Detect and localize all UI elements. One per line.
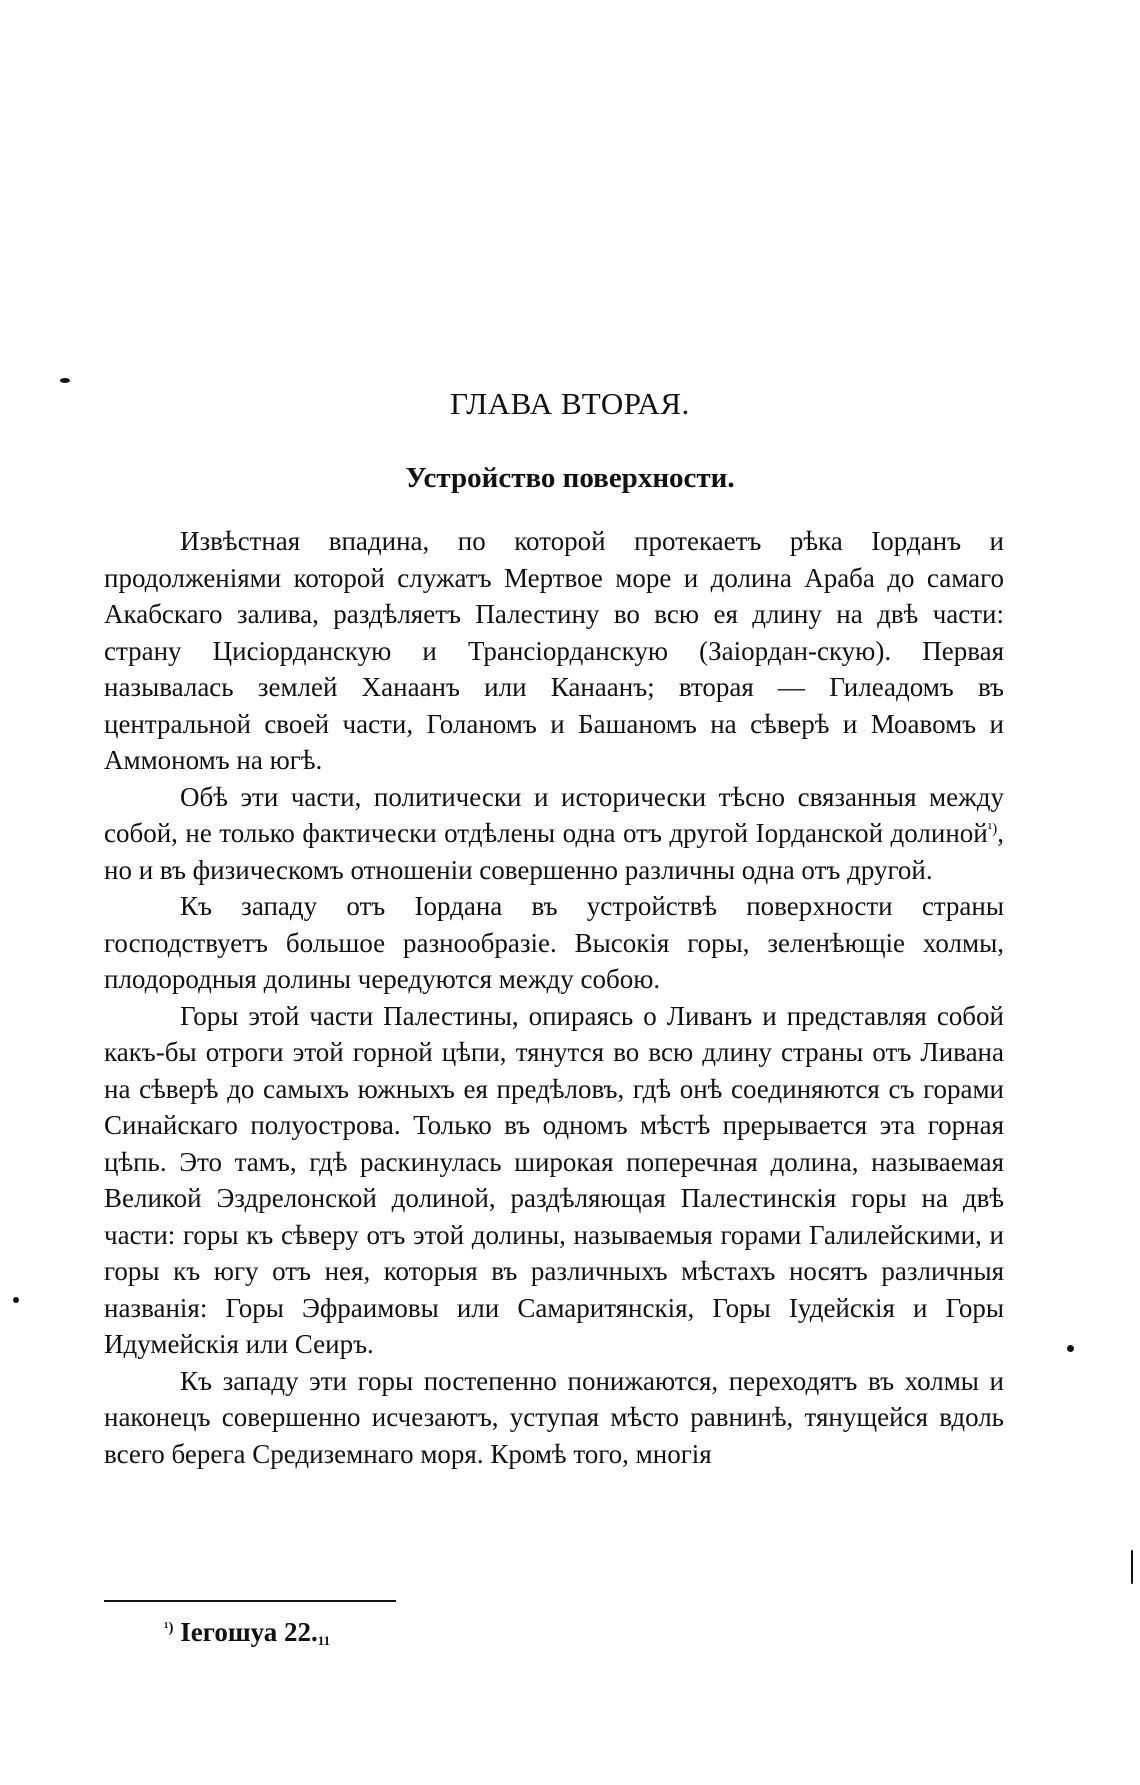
paragraph-text: , но и въ физическомъ отношеніи совершенно различны одна отъ другой. (104, 818, 1004, 885)
scan-speck (13, 1297, 19, 1303)
paragraph (104, 523, 1004, 779)
paragraph (104, 1363, 1004, 1473)
paragraph-text: Обѣ эти части, политически и исторически тѣсно связанныя между собой, не только фактически отдѣлены одна отъ другой Іорданской долиной (104, 781, 1004, 848)
scan-speck (1131, 1550, 1133, 1584)
footnote (164, 1614, 330, 1650)
paragraph-text: Горы этой части Палестины, опираясь о Ливанъ и представляя собой какъ-бы отроги этой горной цѣпи, тянутся во всю длину страны отъ Ливана на сѣверѣ до самыхъ южныхъ ея предѣловъ, гдѣ онѣ соединяются съ горами Синайскаго полуострова. Только въ одномъ мѣстѣ прерывается эта горная цѣпь. Это тамъ, гдѣ раскинулась широкая поперечная долина, называемая Великой Эздрелонской долиной, раздѣляющая Палестинскія горы на двѣ части: горы къ сѣверу отъ этой долины, называемыя горами Галилейскими, и горы къ югу отъ нея, которыя въ различныхъ мѣстахъ носятъ различныя названія: Горы Эфраимовы или Самаритянскія, Горы Іудейскія и Горы Идумейскія или Сеиръ. (104, 1000, 1004, 1359)
footnote-verse: 11 (317, 1633, 331, 1648)
footnote-text: Іегошуа 22. (180, 1617, 318, 1647)
paragraph-text: Къ западу отъ Іордана въ устройствѣ поверхности страны господствуетъ большое разнообразіе. Высокія горы, зеленѣющіе холмы, плодородныя долины чередуются между собою. (104, 891, 1004, 994)
section-title: Устройство поверхности. (405, 462, 735, 494)
paragraph (104, 779, 1004, 889)
paragraph-text: Извѣстная впадина, по которой протекаетъ рѣка Іорданъ и продолженіями которой служатъ Мертвое море и долина Араба до самаго Акабскаго залива, раздѣляетъ Палестину во всю ея длину на двѣ части: страну Цисіорданскую и Трансіорданскую (Заіордан-скую). Первая называлась землей Ханаанъ или Канаанъ; вторая — Гилеадомъ въ центральной своей части, Голаномъ и Башаномъ на сѣверѣ и Моавомъ и Аммономъ на югѣ. (104, 526, 1004, 775)
paragraph (104, 998, 1004, 1363)
paragraph-text: Къ западу эти горы постепенно понижаются, переходятъ въ холмы и наконецъ совершенно исчезаютъ, уступая мѣсто равнинѣ, тянущейся вдоль всего берега Средиземнаго моря. Кромѣ того, многія (104, 1365, 1004, 1469)
footnote-marker: ¹) (164, 1620, 174, 1636)
scan-speck (60, 378, 70, 383)
chapter-title: ГЛАВА ВТОРАЯ. (450, 386, 690, 421)
body-text (104, 523, 1004, 1472)
footnote-reference: ¹) (987, 821, 998, 837)
paragraph (104, 888, 1004, 998)
scan-speck (1067, 1345, 1074, 1352)
footnote-divider (104, 1600, 396, 1602)
